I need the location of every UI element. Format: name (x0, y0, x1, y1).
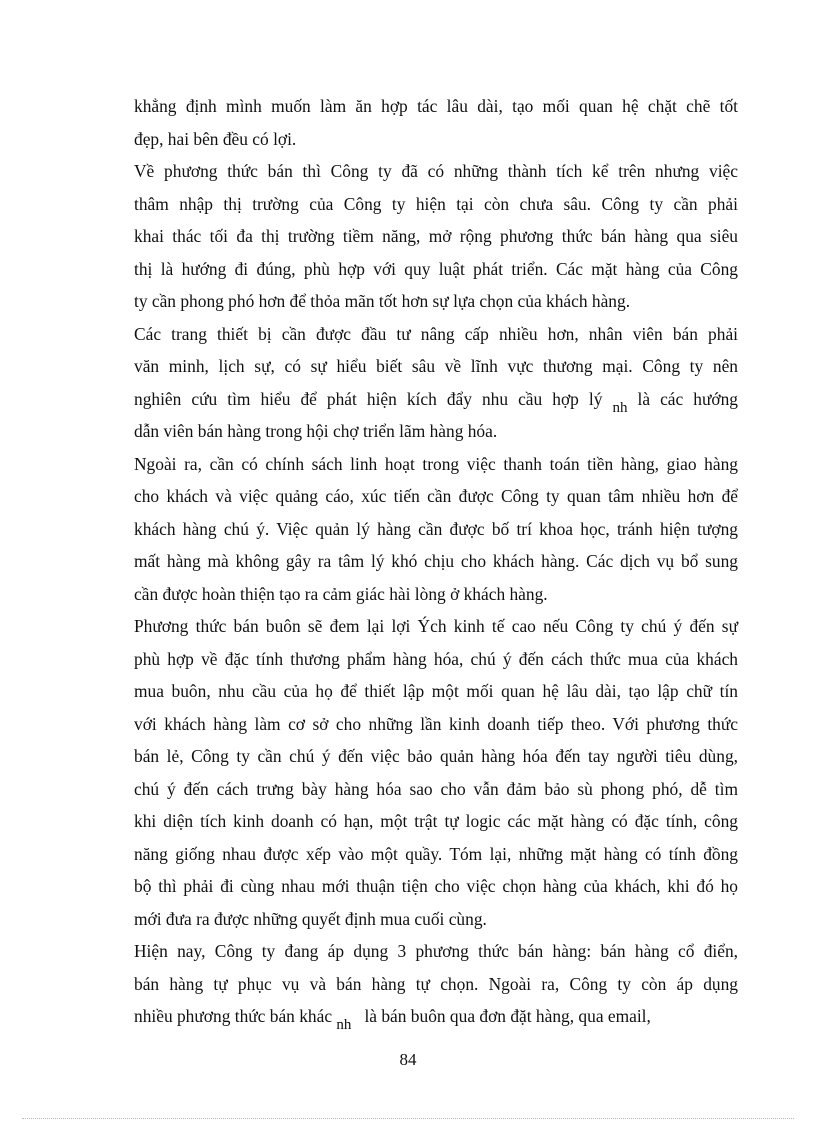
text-line: mất hàng mà không gây ra tâm lý khó chịu cho khách hàng. Các dịch vụ bổ sung (134, 551, 738, 571)
text-line (134, 383, 738, 416)
text-line: mới đưa ra được những quyết định mua cuối cùng. (134, 908, 487, 929)
line-fragment: là bán buôn qua đơn đặt hàng, qua email, (364, 1006, 651, 1026)
text-line: văn minh, lịch sự, có sự hiểu biết sâu về lĩnh vực thương mại. Công ty nên (134, 356, 738, 376)
line-fragment-subscript: nh (612, 399, 628, 416)
text-line: bộ thì phải đi cùng nhau mới thuận tiện cho việc chọn hàng của khách, khi đó họ (134, 876, 738, 896)
text-line: Phương thức bán buôn sẽ đem lại lợi Ých kinh tế cao nếu Công ty chú ý đến sự (134, 616, 738, 636)
text-line: thâm nhập thị trường của Công ty hiện tại còn chưa sâu. Công ty cần phải (134, 193, 738, 214)
text-line: thị là hướng đi đúng, phù hợp với quy luật phát triển. Các mặt hàng của Công (134, 258, 738, 279)
text-line: ty cần phong phó hơn để thỏa mãn tốt hơn sự lựa chọn của khách hàng. (134, 291, 631, 311)
text-line: cần được hoàn thiện tạo ra cảm giác hài lòng ở khách hàng. (134, 583, 548, 604)
text-line: đẹp, hai bên đều có lợi. (134, 128, 297, 149)
text-line: Về phương thức bán thì Công ty đã có những thành tích kể trên nhưng việc (134, 161, 738, 181)
text-line: cho khách và việc quảng cáo, xúc tiến cần được Công ty quan tâm nhiều hơn để (134, 486, 738, 506)
text-line: bán lẻ, Công ty cần chú ý đến việc bảo quản hàng hóa đến tay người tiêu dùng, (134, 746, 738, 766)
footer-divider (22, 1118, 794, 1119)
text-line: năng giống nhau được xếp vào một quầy. Tóm lại, những mặt hàng có tính đồng (134, 843, 738, 864)
text-line: bán hàng tự phục vụ và bán hàng tự chọn. Ngoài ra, Công ty còn áp dụng (134, 973, 738, 994)
text-line: Các trang thiết bị cần được đầu tư nâng cấp nhiều hơn, nhân viên bán phải (134, 323, 738, 344)
line-fragment: nghiên cứu tìm hiểu để phát hiện kích đẩy nhu cầu hợp lý (134, 388, 603, 409)
text-line: phù hợp về đặc tính thương phẩm hàng hóa, chú ý đến cách thức mua của khách (134, 648, 738, 669)
line-fragment: là các hướng (637, 388, 738, 409)
text-line: Hiện nay, Công ty đang áp dụng 3 phương thức bán hàng: bán hàng cổ điển, (134, 941, 738, 961)
line-fragment-subscript: nh (336, 1017, 352, 1033)
text-line: khách hàng chú ý. Việc quản lý hàng cần được bố trí khoa học, tránh hiện tượng (134, 518, 738, 539)
text-line (134, 1000, 738, 1033)
text-line: mua buôn, nhu cầu của họ để thiết lập một mối quan hệ lâu dài, tạo lập chữ tín (134, 681, 738, 701)
text-line: khi diện tích kinh doanh có hạn, một trật tự logic các mặt hàng có đặc tính, công (134, 811, 738, 831)
page-number: 84 (399, 1050, 417, 1069)
text-line: chú ý đến cách trưng bày hàng hóa sao cho vẫn đảm bảo sù phong phó, dễ tìm (134, 778, 738, 799)
text-line: dẫn viên bán hàng trong hội chợ triển lãm hàng hóa. (134, 421, 498, 441)
body-text (134, 90, 738, 1033)
text-line: khẳng định mình muốn làm ăn hợp tác lâu dài, tạo mối quan hệ chặt chẽ tốt (134, 96, 738, 116)
line-fragment: nhiều phương thức bán khác (134, 1006, 333, 1026)
text-line: với khách hàng làm cơ sở cho những lần kinh doanh tiếp theo. Với phương thức (134, 713, 738, 734)
text-line: Ngoài ra, cần có chính sách linh hoạt trong việc thanh toán tiền hàng, giao hàng (134, 453, 738, 474)
text-line: khai thác tối đa thị trường tiềm năng, mở rộng phương thức bán hàng qua siêu (134, 226, 738, 246)
